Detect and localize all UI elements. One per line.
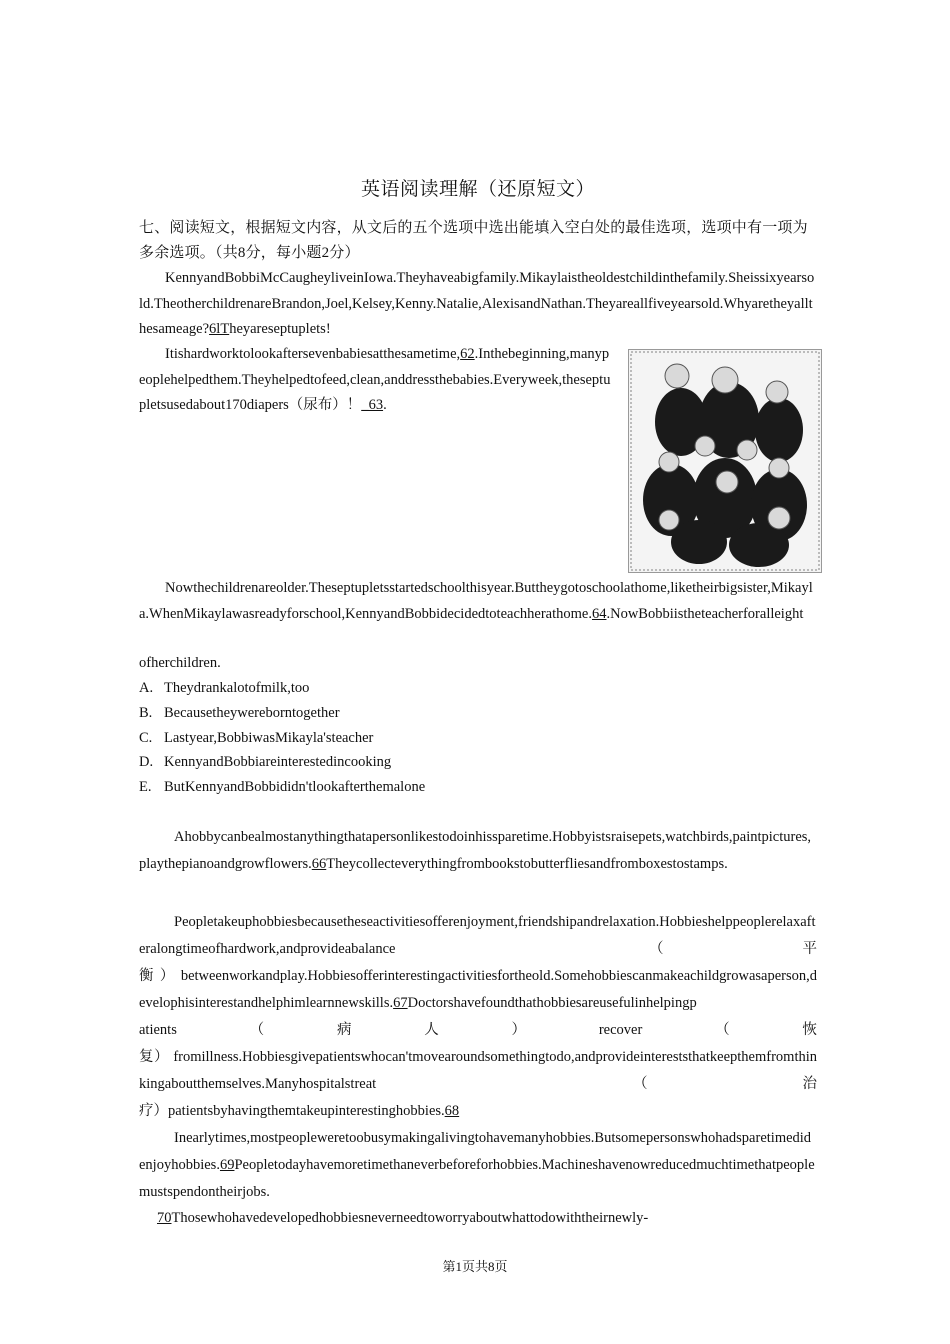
option-a <box>139 678 309 698</box>
passage-text: Thosewhohavedevelopedhobbiesneverneedtoworryaboutwhattodowiththeirnewly- <box>171 1210 649 1226</box>
option-text: KennyandBobbiareinterestedincooking <box>164 754 392 770</box>
option-d <box>139 752 391 772</box>
passage2-paragraph-3 <box>139 1125 817 1206</box>
paren-left: （ <box>715 1022 730 1038</box>
passage-text: betweenworkandplay.Hobbiesofferinterestingactivitiesfortheold.Somehobbiescanmakeachildgrowasaperson,develophisinterestandhelphimlearnnewskills. <box>139 968 817 1011</box>
option-text: ButKennyandBobbididn'tlookafterthemalone <box>164 779 426 795</box>
paren-left: （ <box>633 1076 648 1092</box>
page-footer: 第1页共8页 <box>442 1259 508 1274</box>
passage-text: Doctorshavefoundthathobbiesareusefulinhelpingp <box>407 995 697 1011</box>
passage2-p2-lines-2 <box>139 963 817 1017</box>
paren-left: （ <box>249 1022 265 1038</box>
blank-70: 70 <box>157 1210 172 1226</box>
family-photo-illustration <box>629 350 821 572</box>
paren-right: ） <box>159 968 176 984</box>
blank-67: 67 <box>393 995 408 1011</box>
option-letter: A. <box>139 680 154 696</box>
cn-gloss: 疗 <box>139 1103 154 1119</box>
option-c <box>139 728 373 748</box>
blank-68: 68 <box>444 1103 460 1119</box>
option-letter: E. <box>139 779 152 795</box>
cn-gloss: 恢 <box>802 1022 817 1038</box>
cn-gloss: 病 <box>336 1022 352 1038</box>
option-text: Becausetheywereborntogether <box>164 705 340 721</box>
cn-gloss: 平 <box>802 941 817 957</box>
paren-left: （ <box>649 941 664 957</box>
blank-64: 64 <box>591 605 607 622</box>
option-letter: B. <box>139 705 153 721</box>
passage2-paragraph-1 <box>139 824 817 878</box>
passage-text: Inearlytimes,mostpeopleweretoobusymakingalivingtohavemanyhobbies.Butsomepersonswhohadsparetimedidenjoyhobbies. <box>139 1130 812 1173</box>
passage-text: .NowBobbiistheteacherforalleight <box>606 605 804 622</box>
passage-text: patientsbyhavingthemtakeupinterestinghobbies. <box>168 1103 445 1119</box>
blank-66: 66 <box>311 856 327 872</box>
passage-text: Peopletodayhavemoretimethaneverbeforeforhobbies.Machineshavenowreducedmuchtimethatpeoplemustspendontheirjobs. <box>139 1157 815 1200</box>
passage2-paragraph-4 <box>139 1206 817 1231</box>
passage-text: atients <box>139 1022 177 1038</box>
cn-gloss: 治 <box>802 1076 817 1092</box>
passage-text: . <box>383 397 387 413</box>
option-text: Lastyear,BobbiwasMikayla'steacher <box>164 730 374 746</box>
passage1-paragraph-2 <box>139 342 611 419</box>
passage-text: Itishardworktolookaftersevenbabiesatthesametime, <box>165 346 461 362</box>
passage-text: heyareseptuplets! <box>229 321 331 337</box>
passage1-paragraph-1 <box>139 266 817 343</box>
option-letter: C. <box>139 730 153 746</box>
passage-text: Peopletakeuphobbiesbecausetheseactivitiesofferenjoyment,friendshipandrelaxation.Hobbieshelppeoplerelaxafteralongtimeofhardwork,andprovideabalance <box>139 914 816 957</box>
cn-gloss: 衡 <box>139 968 155 984</box>
paren-right: ） <box>511 1022 527 1038</box>
section-instruction: 七、阅读短文，根据短文内容，从文后的五个选项中选出能填入空白处的最佳选项，选项中有一项为多余选项。（共8分，每小题2分） <box>139 220 808 261</box>
passage2-paragraph-2 <box>139 909 817 1125</box>
passage2-p2-lines-4 <box>139 1098 817 1125</box>
option-e <box>139 777 425 797</box>
passage2-p2-spread-2 <box>139 1017 817 1044</box>
passage-text: recover <box>598 1022 643 1038</box>
option-text: Theydrankalotofmilk,too <box>164 680 310 696</box>
passage-text: fromillness.Hobbiesgivepatientswhocan'tmovearoundsomethingtodo,andprovideintereststhatkeepthemfromthinkingaboutthemselves.Manyhospitalstreat <box>139 1049 818 1092</box>
option-letter: D. <box>139 754 154 770</box>
option-b <box>139 703 340 723</box>
paren-right: ） <box>153 1103 168 1119</box>
page-title: 英语阅读理解（还原短文） <box>360 179 595 200</box>
paren-right: ） <box>154 1049 170 1065</box>
passage1-paragraph-3 <box>139 576 817 627</box>
passage-text: Nowthechildrenareolder.Theseptupletsstartedschoolthisyear.Buttheygotoschoolathome,liketheirbigsister,Mikayla.WhenMikaylawasreadyforschool,KennyandBobbidecidedtoteachherathome. <box>139 580 813 622</box>
family-photo <box>628 349 822 573</box>
cn-gloss: 人 <box>424 1022 439 1038</box>
cn-gloss: 复 <box>139 1049 155 1065</box>
blank-61: 6lT <box>209 321 230 337</box>
blank-63: _63 <box>361 397 384 413</box>
passage-text: KennyandBobbiMcCaugheyliveinIowa.Theyhaveabigfamily.Mikaylaistheoldestchildinthefamily.Sheissixyearsold.TheotherchildrenareBrandon,Joel,Kelsey,Kenny.Natalie,AlexisandNathan.Theyareallfiveyearsold.Whyaretheyallthesameage? <box>139 270 815 337</box>
passage-text: Ahobbycanbealmostanythingthatapersonlikestodoinhissparetime.Hobbyistsraisepets,watchbirds,paintpictures,playthepianoandgrowflowers. <box>139 829 812 872</box>
passage1-paragraph-3-end: ofherchildren. <box>139 655 221 671</box>
passage-text: .Inthebeginning,manypeoplehelpedthem.Theyhelpedtofeed,clean,anddressthebabies.Everyweek,theseptupletsusedabout170diapers（尿布）！ <box>139 346 611 413</box>
passage-text: Theycollecteverythingfrombookstobutterfliesandfromboxestostamps. <box>326 856 728 872</box>
blank-62: 62 <box>460 346 475 362</box>
blank-69: 69 <box>219 1157 235 1173</box>
